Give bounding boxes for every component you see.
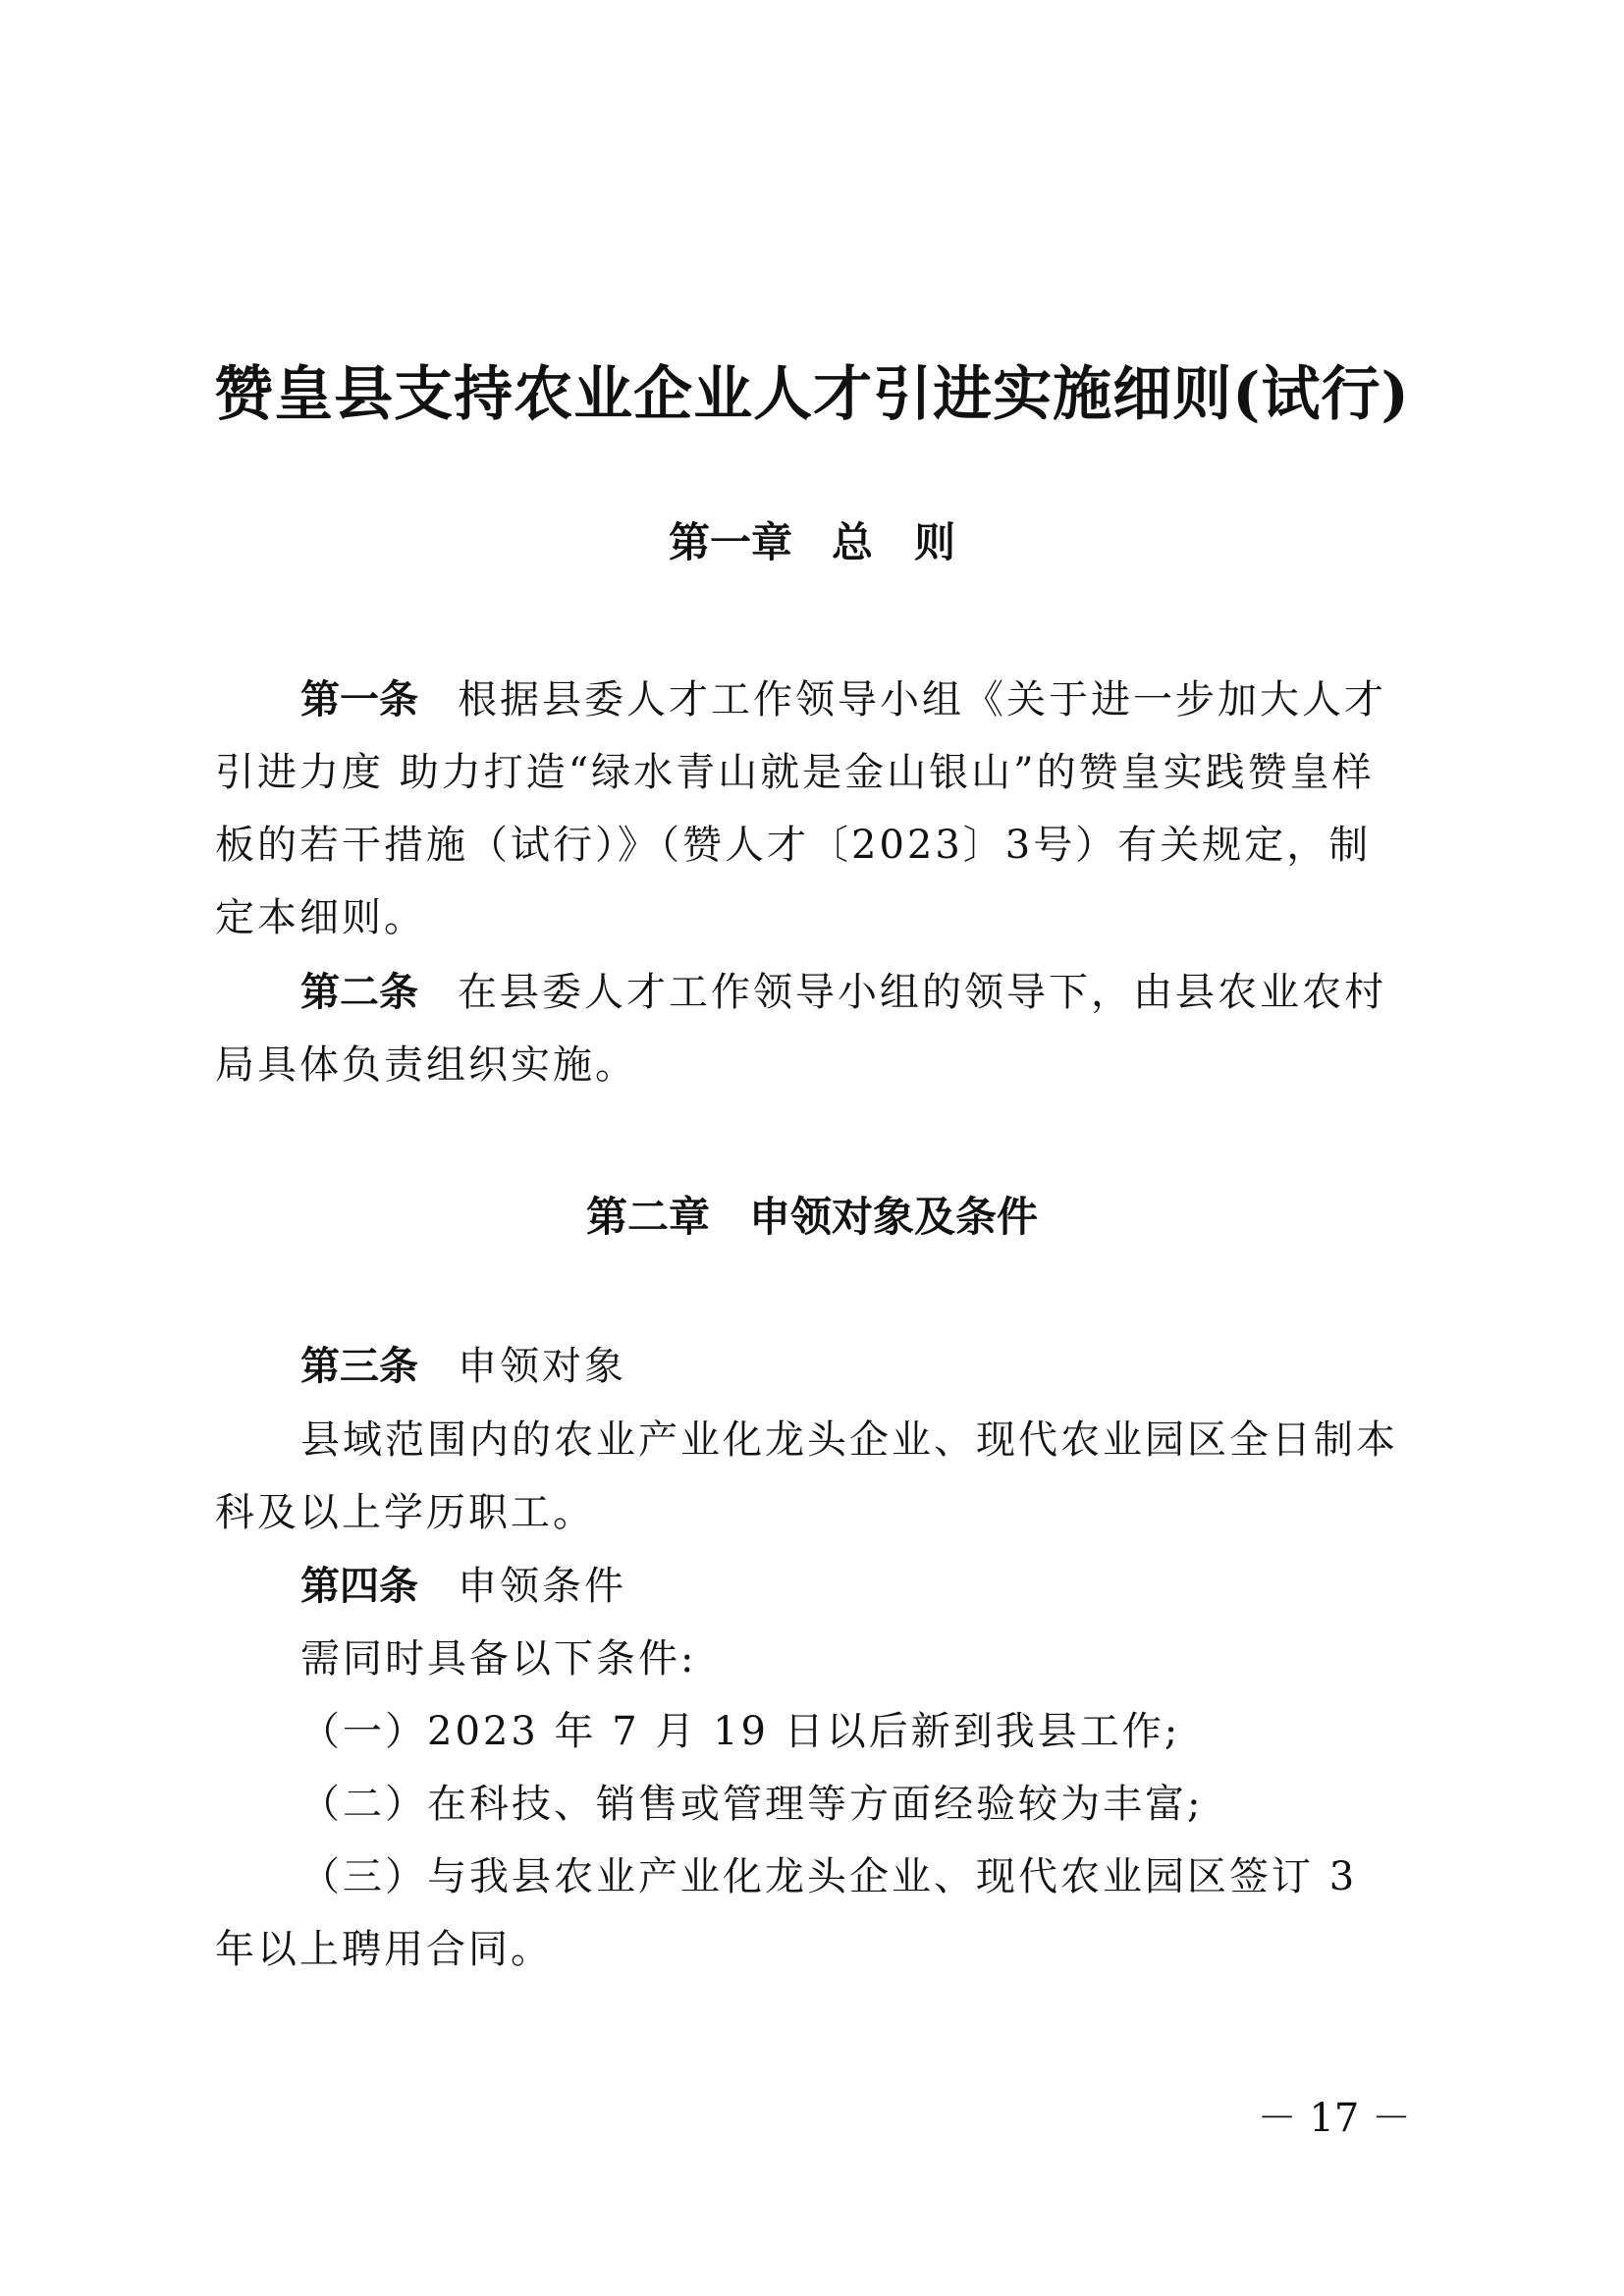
condition-item-1: （一）2023 年 7 月 19 日以后新到我县工作;: [300, 1709, 1181, 1754]
condition-item-2: （二）在科技、销售或管理等方面经验较为丰富;: [300, 1782, 1204, 1827]
article-2-text: 在县委人才工作领导小组的领导下，由县农业农村局具体负责组织实施。: [215, 970, 1386, 1088]
article-4-heading-text: 申领条件: [458, 1564, 626, 1609]
chapter-1-heading: [0, 513, 1624, 572]
article-3-heading-text: 申领对象: [458, 1344, 626, 1389]
chapter-1-number: 第一章: [668, 518, 792, 566]
article-3-text: 县域范围内的农业产业化龙头企业、现代农业园区全日制本科及以上学历职工。: [215, 1417, 1398, 1535]
article-4-label: 第四条: [300, 1564, 418, 1609]
page-number: － 17 －: [1257, 2096, 1411, 2141]
chapter-2-number: 第二章: [585, 1193, 710, 1241]
article-3-heading: [215, 1330, 1411, 1403]
article-3-label: 第三条: [300, 1344, 418, 1389]
article-1: [215, 664, 1411, 954]
chapter-2-heading: [0, 1188, 1624, 1247]
condition-item-3: （三）与我县农业产业化龙头企业、现代农业园区签订 3 年以上聘用合同。: [215, 1854, 1358, 1972]
article-4-heading: [215, 1550, 1411, 1623]
article-4-intro: 需同时具备以下条件:: [300, 1636, 697, 1682]
article-1-text: 根据县委人才工作领导小组《关于进一步加大人才引进力度 助力打造“绿水青山就是金山银山”的赞皇实践赞皇样板的若干措施（试行）》（赞人才〔2023〕3号）有关规定，制定本细则。: [215, 677, 1386, 940]
article-2: [215, 956, 1411, 1101]
document-title: 赞皇县支持农业企业人才引进实施细则(试行): [214, 360, 1410, 429]
chapter-2-title: 申领对象及条件: [749, 1193, 1039, 1241]
article-1-label: 第一条: [300, 677, 418, 722]
article-2-label: 第二条: [300, 970, 418, 1015]
chapter-1-title: 总 则: [832, 518, 956, 566]
